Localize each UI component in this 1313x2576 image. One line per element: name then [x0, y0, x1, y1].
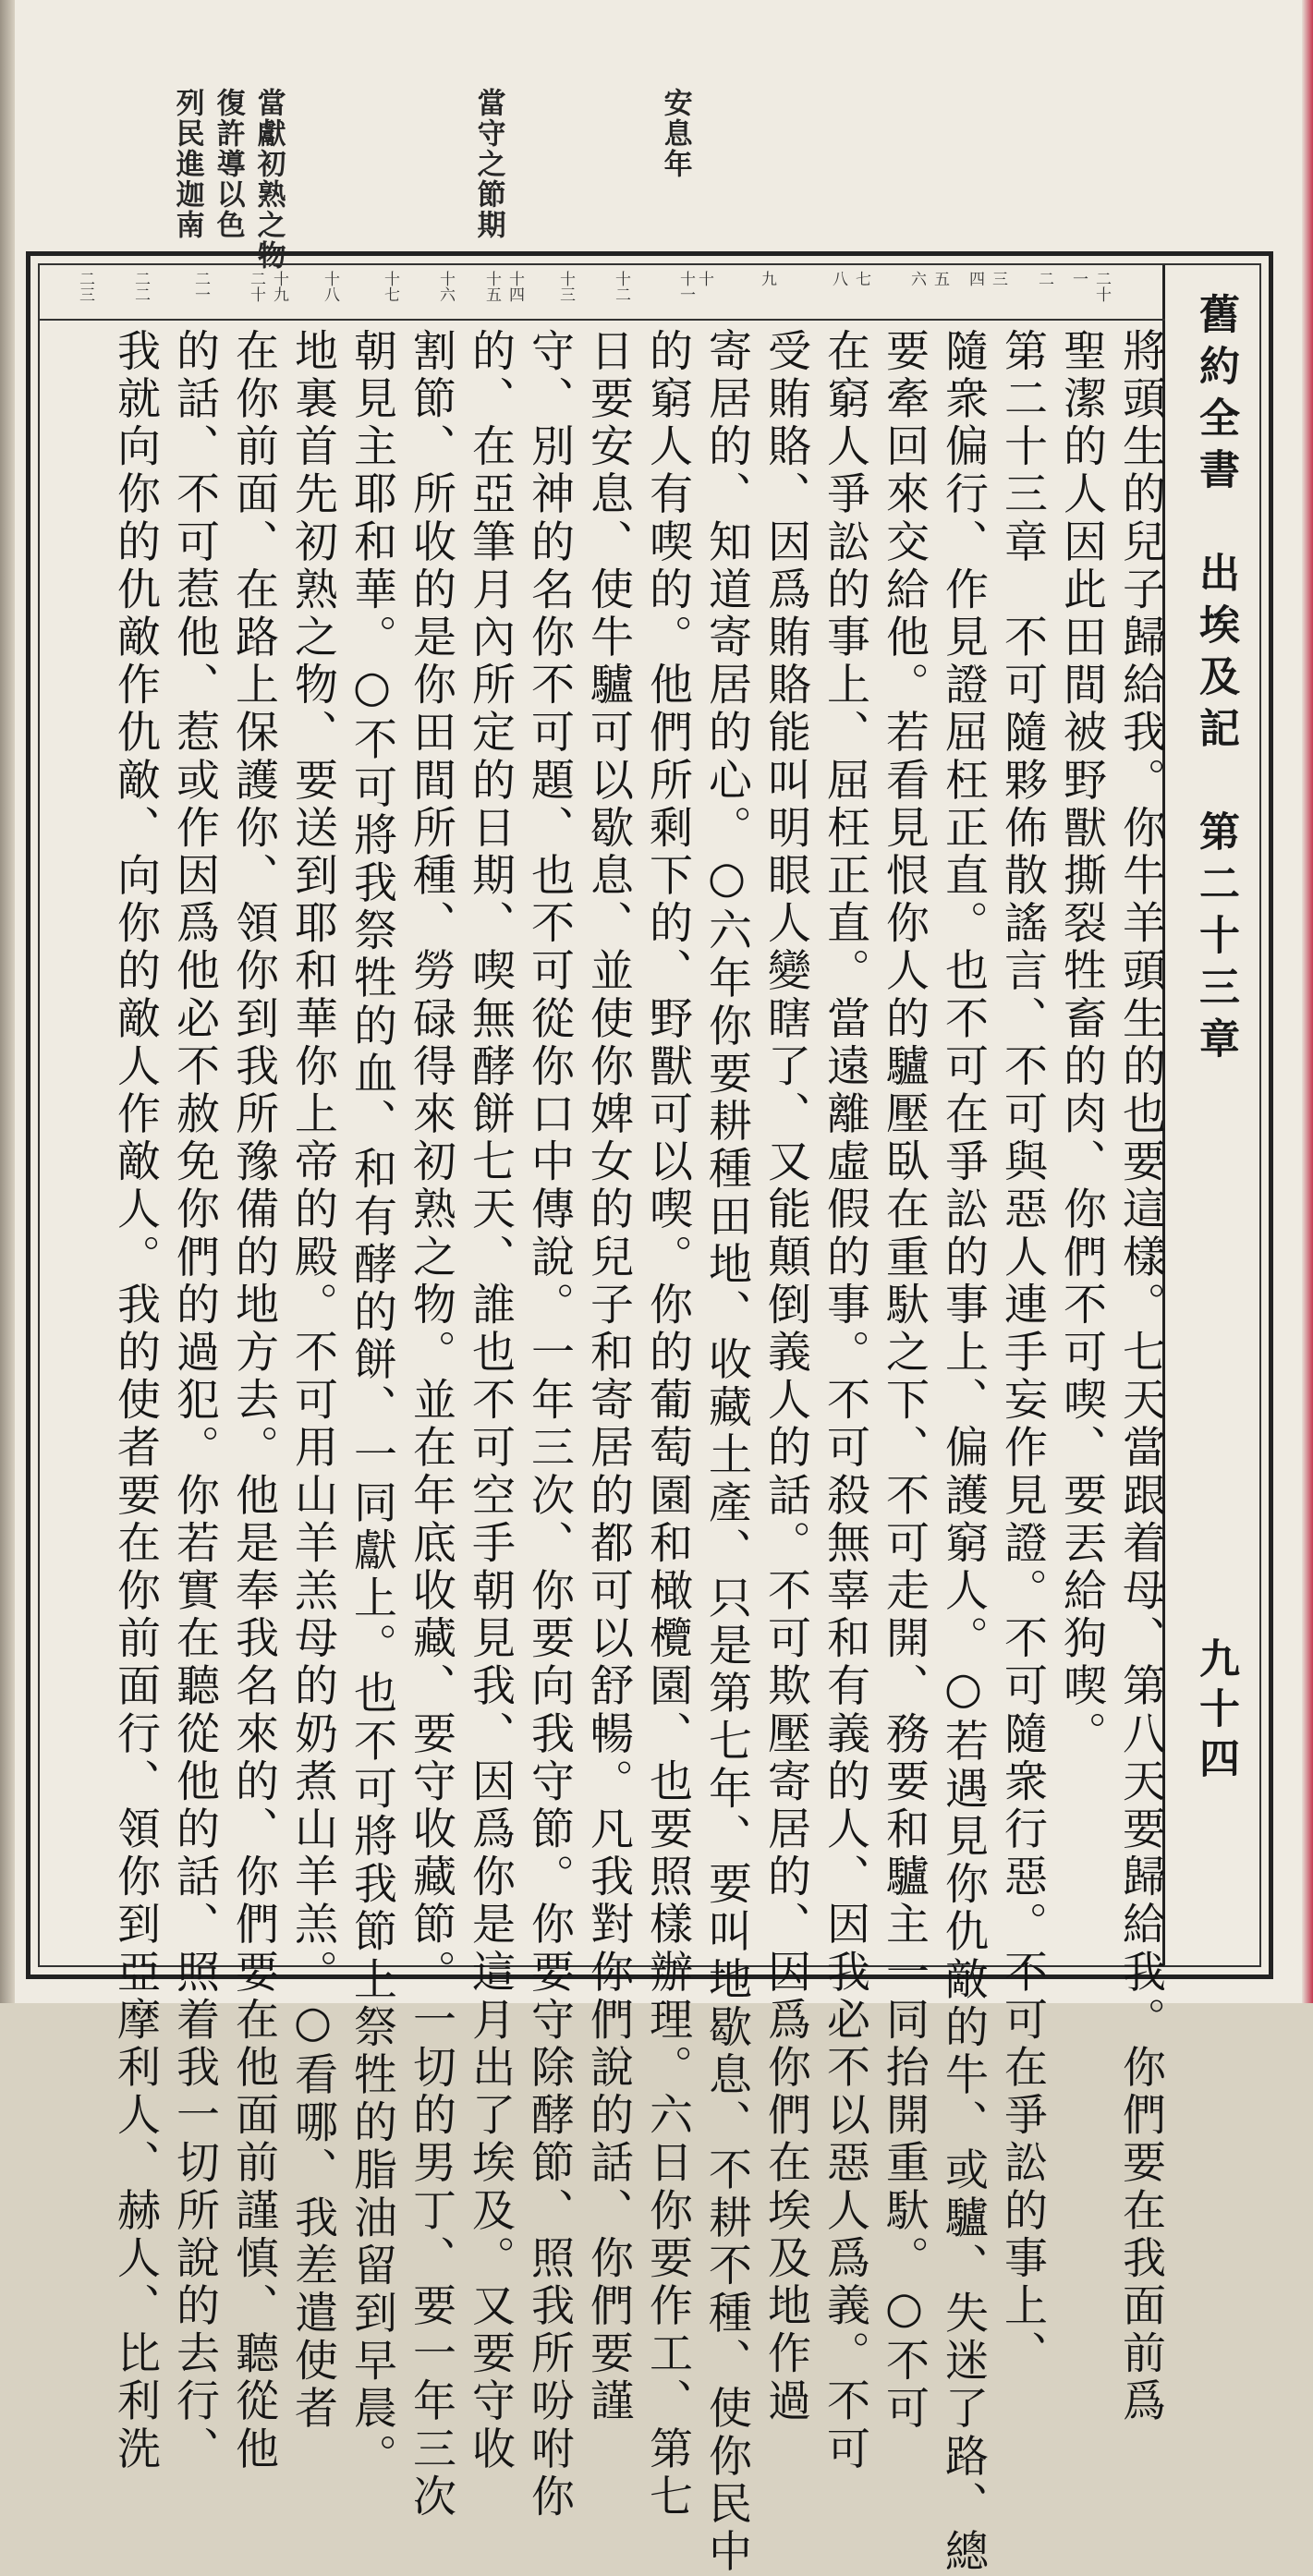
page-number: 九十四: [1192, 1637, 1239, 1787]
text-frame-inner: [38, 263, 1261, 2576]
verse-number: 十一: [676, 271, 695, 302]
verse-number: 九: [758, 271, 776, 286]
verse-number: 十: [695, 271, 713, 286]
verse-number: 三: [989, 271, 1007, 286]
text-column: 地裏首先初熟之物、要送到耶和華你上帝的殿。不可用山羊羔母的奶煮山羊羔。○看哪、我差遣使者: [287, 328, 338, 2434]
text-column: 的、在亞筆月內所定的日期、喫無酵餅七天、誰也不可空手朝見我、因爲你是這月出了埃及。又要守收: [465, 328, 516, 2473]
text-column: 寄居的、知道寄居的心。○六年你要耕種田地、收藏土產、只是第七年、要叫地歇息、不耕不種、使你民中: [701, 328, 752, 2576]
text-column: 隨衆偏行、作見證屈枉正直。也不可在爭訟的事上、偏護窮人。○若遇見你仇敵的牛、或驢、失迷了路、總: [938, 328, 989, 2576]
verse-number: 二一: [191, 271, 210, 302]
verse-number: 八: [829, 271, 847, 286]
verse-number: 二: [1035, 271, 1053, 286]
text-column: 我就向你的仇敵作仇敵、向你的敵人作敵人。我的使者要在你前面行、領你到亞摩利人、赫人、比利洗: [110, 328, 161, 2473]
margin-note-sabbath-year: 安息年: [658, 88, 692, 179]
verse-number: 六: [907, 271, 926, 286]
text-column: 要牽回來交給他。若看見恨你人的驢壓臥在重馱之下、不可走開、務要和驢主一同抬開重馱。○不可: [879, 328, 930, 2434]
page-edge: [1302, 0, 1313, 2003]
verse-number: 十二: [612, 271, 630, 302]
verse-number: 二十: [247, 271, 265, 302]
verse-number: 十九: [270, 271, 288, 302]
margin-note-promise-2: 列民進迦南: [170, 88, 204, 240]
text-column: 的窮人有喫的。他們所剩下的、野獸可以喫。你的葡萄園和橄欖園、也要照樣辦理。六日你要作工、第七: [642, 328, 693, 2521]
text-column: 將頭生的兒子歸給我。你牛羊頭生的也要這樣。七天當跟着母、第八天要歸給我。你們要在我面前爲: [1115, 328, 1166, 2426]
verse-number: 十八: [321, 271, 339, 302]
text-column: 割節、所收的是你田間所種、勞碌得來初熟之物。並在年底收藏、要守收藏節。一切的男丁、要一年三次: [406, 328, 456, 2521]
text-frame: [26, 251, 1273, 2576]
verse-number: 十五: [482, 271, 501, 302]
book-title: 舊約全書 出埃及記 第二十三章: [1192, 293, 1239, 1069]
verse-number: 二三: [76, 271, 94, 302]
margin-note-firstfruits: 當獻初熟之物: [251, 88, 286, 271]
binding-gutter: [0, 0, 15, 2003]
running-header: [1162, 265, 1259, 1965]
text-column: 守、別神的名你不可題、也不可從你口中傳說。一年三次、你要向我守節。你要守除酵節、照我所吩咐你: [524, 328, 575, 2521]
verse-number-band: [40, 265, 1165, 321]
text-column: 第二十三章 不可隨夥佈散謠言、不可與惡人連手妄作見證。不可隨衆行惡。不可在爭訟的事上、: [997, 328, 1048, 2378]
verse-number: 十三: [556, 271, 575, 302]
text-column: 聖潔的人因此田間被野獸撕裂牲畜的肉、你們不可喫、要丟給狗喫。: [1056, 328, 1107, 1758]
text-column: 日要安息、使牛驢可以歇息、並使你婢女的兒子和寄居的都可以舒暢。凡我對你們說的話、你們要謹: [583, 328, 634, 2426]
verse-number: 十七: [381, 271, 399, 302]
text-column: 朝見主耶和華。○不可將我祭牲的血、和有酵的餅、一同獻上。也不可將我節上祭牲的脂油留到早晨。: [346, 328, 397, 2481]
text-column: 受賄賂、因爲賄賂能叫明眼人變瞎了、又能顛倒義人的話。不可欺壓寄居的、因爲你們在埃及地作過: [760, 328, 811, 2426]
text-column: 在窮人爭訟的事上、屈枉正直。當遠離虛假的事。不可殺無辜和有義的人、因我必不以惡人爲義。不可: [820, 328, 870, 2473]
margin-note-feasts: 當守之節期: [471, 88, 505, 240]
verse-number: 五: [930, 271, 949, 286]
verse-number: 一: [1069, 271, 1088, 286]
margin-note-promise-1: 復許導以色: [211, 88, 245, 240]
verse-number: 七: [852, 271, 870, 286]
verse-number: 十六: [436, 271, 455, 302]
verse-number: 四: [966, 271, 984, 286]
text-column: 在你前面、在路上保護你、領你到我所豫備的地方去。他是奉我名來的、你們要在他面前謹慎、聽從他: [228, 328, 279, 2473]
text-column: 的話、不可惹他、惹或作因爲他必不赦免你們的過犯。你若實在聽從他的話、照着我一切所說的去行、: [169, 328, 220, 2473]
verse-number: 十四: [505, 271, 524, 302]
verse-number: 二二: [131, 271, 150, 302]
verse-number: 二十: [1092, 271, 1111, 302]
